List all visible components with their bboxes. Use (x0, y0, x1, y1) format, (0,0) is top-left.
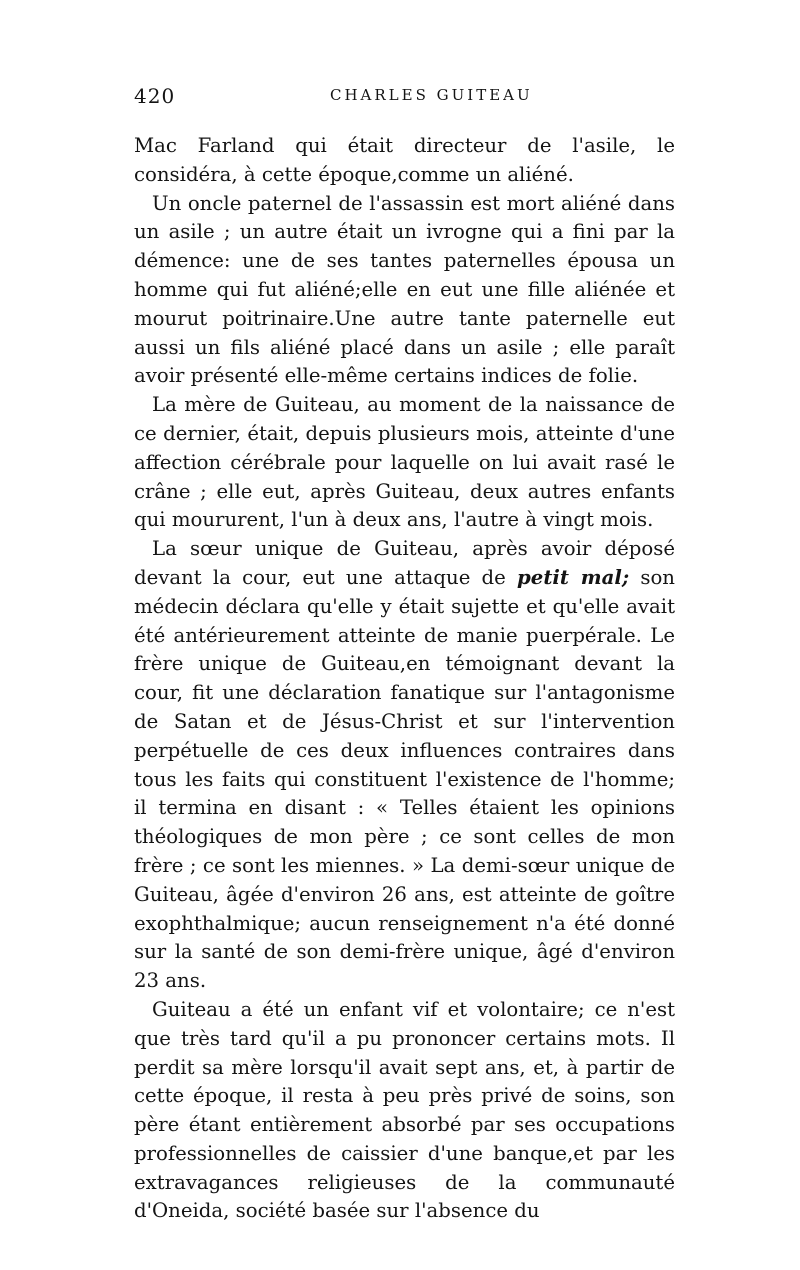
paragraph-5: Guiteau a été un enfant vif et volontaire; ce n'est que très tard qu'il a pu prononcer certains mots. Il perdit sa mère lorsqu'il avait sept ans, et, à partir de cette époque, il resta à peu près privé de soins, son père étant entièrement absorbé par ses occupations professionnelles de caissier d'une banque,et par les extravagances religieuses de la communauté d'Oneida, société basée sur l'absence du (134, 997, 675, 1223)
paragraph-2: Un oncle paternel de l'assassin est mort aliéné dans un asile ; un autre était un ivrogne qui a fini par la démence: une de ses tantes paternelles épousa un homme qui fut aliéné;elle en eut une fille aliénée et mourut poitrinaire.Une autre tante paternelle eut aussi un fils aliéné placé dans un asile ; elle paraît avoir présenté elle-même certains indices de folie. (134, 191, 675, 388)
paragraph-3: La mère de Guiteau, au moment de la naissance de ce dernier, était, depuis plusieurs mois, atteinte d'une affection cérébrale pour laquelle on lui avait rasé le crâne ; elle eut, après Guiteau, deux autres enfants qui moururent, l'un à deux ans, l'autre à vingt mois. (134, 393, 675, 532)
page-number: 420 (134, 84, 176, 108)
running-head: CHARLES GUITEAU (330, 86, 533, 104)
paragraph-4-part-2: son médecin déclara qu'elle y était sujette et qu'elle avait été antérieurement atteinte de manie puerpérale. Le frère unique de Guiteau,en témoignant devant la cour, fit une déclaration fanatique sur l'antagonisme de Satan et de Jésus-Christ et sur l'intervention perpétuelle de ces deux influences contraires dans tous les faits qui constituent l'existence de l'homme; il termina en disant : « Telles étaient les opinions théologiques de mon père ; ce sont celles de mon frère ; ce sont les miennes. » La demi-sœur unique de Guiteau, âgée d'environ 26 ans, est atteinte de goître exophthalmique; aucun renseignement n'a été donné sur la santé de son demi-frère unique, âgé d'environ 23 ans. (134, 565, 675, 993)
paragraph-4-part-1: La sœur unique de Guiteau, après avoir déposé devant la cour, eut une attaque de (134, 537, 675, 589)
body-text (134, 132, 675, 1226)
paragraph-1: Mac Farland qui était directeur de l'asile, le considéra, à cette époque,comme un aliéné. (134, 134, 675, 186)
paragraph-4 (134, 535, 675, 996)
page-header (134, 84, 679, 118)
italic-term: petit mal; (517, 565, 630, 589)
